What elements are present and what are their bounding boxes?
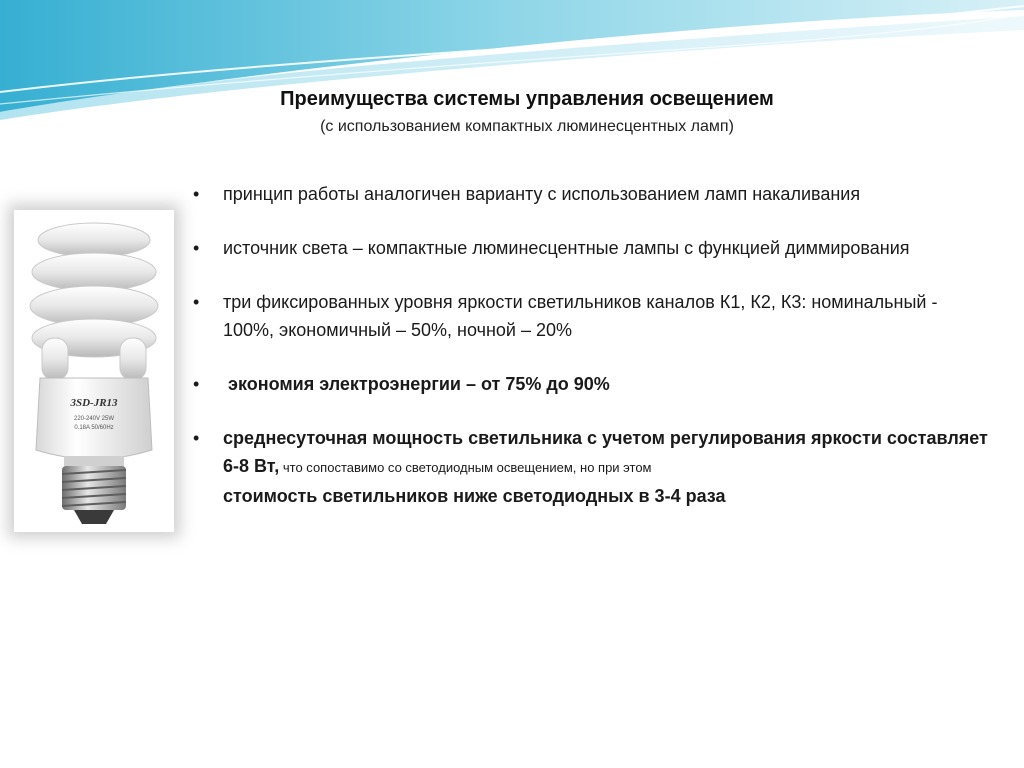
bullet-text: источник света – компактные люминесцентные лампы с функцией диммирования <box>223 238 910 258</box>
bullet-marker: • <box>193 292 200 312</box>
slide-subtitle: (с использованием компактных люминесцентных ламп) <box>320 118 734 135</box>
bullet-marker: • <box>193 374 200 394</box>
bullet-comma: , <box>274 456 280 476</box>
lamp-model-label: 3SD-JR13 <box>70 397 118 409</box>
cfl-lamp-image <box>14 210 174 532</box>
bullet-marker: • <box>193 238 200 258</box>
lamp-spec-line-2: 0.18A 50/60Hz <box>74 425 114 431</box>
lamp-spec-line-1: 220-240V 25W <box>73 416 115 422</box>
slide-title: Преимущества системы управления освещением <box>280 88 774 110</box>
bullet-marker: • <box>193 428 200 448</box>
bullet-text-small: что сопоставимо со светодиодным освещением, но при этом <box>279 460 652 475</box>
list-item <box>190 234 990 262</box>
list-item <box>190 288 990 344</box>
list-item <box>190 180 990 208</box>
bullet-text-bold-2: стоимость светильников ниже светодиодных в 3-4 раза <box>223 486 726 506</box>
bullet-text: принцип работы аналогичен варианту с использованием ламп накаливания <box>223 184 861 204</box>
bullet-text-bold: среднесуточная мощность светильника с учетом регулирования яркости составляет 6-8 Вт <box>223 428 988 476</box>
bullet-text: экономия электроэнергии – от 75% до 90% <box>228 374 610 394</box>
list-item <box>190 370 990 398</box>
advantages-list <box>190 180 990 536</box>
bullet-text: три фиксированных уровня яркости светильников каналов К1, К2, К3: номинальный - 100%, экономичный – 50%, ночной – 20% <box>223 292 938 340</box>
bullet-marker: • <box>193 184 200 204</box>
list-item <box>190 424 990 510</box>
